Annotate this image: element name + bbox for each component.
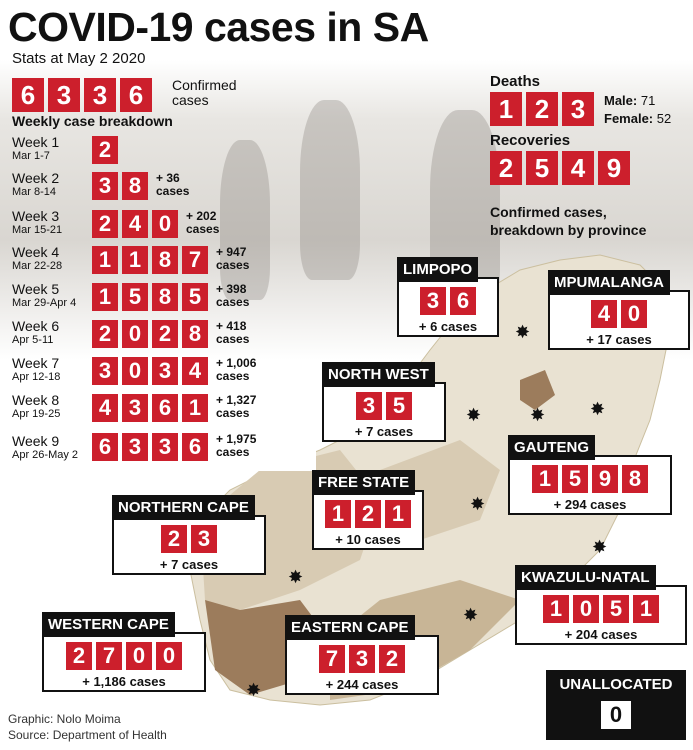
location-star-icon: ✸ — [463, 605, 479, 625]
province-digits — [287, 645, 437, 673]
province-digits — [399, 287, 497, 315]
week-name: Week 5 — [12, 281, 60, 297]
digit: 1 — [92, 246, 118, 274]
week-increase — [216, 283, 249, 309]
week-dates: Mar 8-14 — [12, 186, 57, 198]
province-heading-line: Confirmed cases, — [490, 204, 607, 220]
digit: 2 — [526, 92, 558, 126]
digit: 3 — [48, 78, 80, 112]
week-row — [12, 134, 59, 163]
digit: 1 — [532, 465, 558, 493]
confirmed-digits — [12, 78, 152, 112]
digit: 2 — [490, 151, 522, 185]
digit: 3 — [122, 394, 148, 422]
province-box — [508, 439, 672, 515]
week-dates: Mar 22-28 — [12, 260, 63, 272]
digit: 0 — [122, 357, 148, 385]
digit: 1 — [385, 500, 411, 528]
week-row — [12, 392, 60, 421]
week-increase — [216, 433, 256, 459]
province-box — [548, 274, 690, 350]
deaths-gender — [604, 92, 671, 128]
week-digits — [92, 394, 208, 422]
week-increase — [216, 394, 256, 420]
digit: 6 — [182, 433, 208, 461]
week-increase-value: + 398 — [216, 282, 247, 296]
province-digits — [510, 465, 670, 493]
province-digits — [324, 392, 444, 420]
week-increase-unit: cases — [216, 369, 250, 383]
week-increase-unit: cases — [156, 184, 190, 198]
location-star-icon: ✸ — [515, 322, 531, 342]
week-increase — [186, 210, 219, 236]
digit: 2 — [152, 320, 178, 348]
week-digits — [92, 357, 208, 385]
digit: 6 — [12, 78, 44, 112]
province-box — [112, 499, 266, 575]
digit: 5 — [122, 283, 148, 311]
digit: 3 — [562, 92, 594, 126]
unallocated-label: UNALLOCATED — [559, 676, 673, 693]
week-increase-value: + 1,006 — [216, 356, 257, 370]
week-increase-value: + 418 — [216, 319, 247, 333]
week-name: Week 1 — [12, 134, 60, 150]
week-digits — [92, 172, 148, 200]
digit: 5 — [603, 595, 629, 623]
province-increase: + 17 cases — [586, 332, 652, 347]
province-digits — [550, 300, 688, 328]
week-name: Week 6 — [12, 318, 60, 334]
digit: 8 — [152, 283, 178, 311]
week-increase — [216, 357, 256, 383]
location-star-icon: ✸ — [592, 537, 608, 557]
week-increase-unit: cases — [216, 445, 250, 459]
digit: 1 — [490, 92, 522, 126]
digit: 4 — [122, 210, 148, 238]
female-label: Female: — [604, 111, 654, 126]
digit: 3 — [356, 392, 382, 420]
location-star-icon: ✸ — [470, 494, 486, 514]
digit: 4 — [182, 357, 208, 385]
week-dates: Apr 5-11 — [12, 334, 54, 346]
week-increase-unit: cases — [216, 332, 250, 346]
stats-date: Stats at May 2 2020 — [12, 50, 146, 67]
digit: 7 — [319, 645, 345, 673]
unallocated-value: 0 — [601, 701, 631, 729]
province-digits — [517, 595, 685, 623]
digit: 6 — [120, 78, 152, 112]
province-increase: + 294 cases — [553, 497, 627, 512]
digit: 1 — [122, 246, 148, 274]
digit: 2 — [66, 642, 92, 670]
week-row — [12, 244, 62, 273]
week-row — [12, 170, 59, 199]
location-star-icon: ✸ — [530, 405, 546, 425]
week-row — [12, 355, 60, 384]
digit: 2 — [92, 320, 118, 348]
digit: 3 — [84, 78, 116, 112]
digit: 4 — [92, 394, 118, 422]
week-increase-value: + 36 — [156, 171, 180, 185]
recoveries-digits — [490, 151, 630, 185]
province-increase: + 7 cases — [159, 557, 219, 572]
page-title: COVID-19 cases in SA — [8, 4, 429, 50]
digit: 9 — [592, 465, 618, 493]
week-digits — [92, 136, 118, 164]
week-increase-value: + 1,327 — [216, 393, 257, 407]
digit: 5 — [526, 151, 558, 185]
week-dates: Mar 29-Apr 4 — [12, 297, 77, 309]
digit: 3 — [92, 357, 118, 385]
province-name: WESTERN CAPE — [42, 612, 175, 637]
province-increase: + 204 cases — [564, 627, 638, 642]
digit: 3 — [152, 357, 178, 385]
week-row — [12, 208, 62, 237]
week-increase-unit: cases — [216, 406, 250, 420]
province-heading-line: breakdown by province — [490, 222, 647, 238]
digit: 2 — [92, 136, 118, 164]
digit: 0 — [573, 595, 599, 623]
week-increase-value: + 202 — [186, 209, 217, 223]
weekly-heading: Weekly case breakdown — [12, 113, 173, 129]
province-box — [42, 616, 206, 692]
credit-source: Source: Department of Health — [8, 728, 167, 742]
province-digits — [114, 525, 264, 553]
week-dates: Apr 26-May 2 — [12, 449, 79, 461]
digit: 5 — [182, 283, 208, 311]
week-digits — [92, 320, 208, 348]
confirmed-label-line: Confirmed — [172, 77, 237, 93]
province-box — [312, 474, 424, 550]
confirmed-label — [172, 78, 237, 108]
digit: 4 — [562, 151, 594, 185]
week-name: Week 2 — [12, 170, 60, 186]
digit: 0 — [156, 642, 182, 670]
province-digits — [44, 642, 204, 670]
digit: 8 — [182, 320, 208, 348]
week-row — [12, 318, 59, 347]
week-digits — [92, 433, 208, 461]
digit: 7 — [96, 642, 122, 670]
province-increase: + 244 cases — [325, 677, 399, 692]
week-row — [12, 281, 76, 310]
location-star-icon: ✸ — [466, 405, 482, 425]
digit: 2 — [355, 500, 381, 528]
week-increase — [156, 172, 189, 198]
digit: 1 — [325, 500, 351, 528]
male-value: 71 — [640, 93, 656, 108]
location-star-icon: ✸ — [246, 680, 262, 700]
week-dates: Apr 19-25 — [12, 408, 61, 420]
province-name: LIMPOPO — [397, 257, 478, 282]
week-name: Week 3 — [12, 208, 60, 224]
province-increase: + 10 cases — [335, 532, 401, 547]
week-dates: Mar 15-21 — [12, 224, 63, 236]
digit: 0 — [152, 210, 178, 238]
province-box — [285, 619, 439, 695]
confirmed-label-line: cases — [172, 92, 209, 108]
digit: 3 — [152, 433, 178, 461]
digit: 6 — [92, 433, 118, 461]
digit: 3 — [420, 287, 446, 315]
location-star-icon: ✸ — [288, 567, 304, 587]
province-box — [322, 366, 446, 442]
province-name: GAUTENG — [508, 435, 595, 460]
digit: 1 — [182, 394, 208, 422]
province-increase: + 1,186 cases — [82, 674, 166, 689]
week-name: Week 8 — [12, 392, 60, 408]
digit: 1 — [92, 283, 118, 311]
province-name: MPUMALANGA — [548, 270, 670, 295]
province-name: FREE STATE — [312, 470, 415, 495]
recoveries-label: Recoveries — [490, 132, 571, 149]
male-label: Male: — [604, 93, 638, 108]
digit: 1 — [633, 595, 659, 623]
digit: 2 — [161, 525, 187, 553]
week-increase-unit: cases — [186, 222, 220, 236]
week-increase-value: + 947 — [216, 245, 247, 259]
digit: 8 — [622, 465, 648, 493]
province-name: EASTERN CAPE — [285, 615, 415, 640]
digit: 0 — [122, 320, 148, 348]
digit: 3 — [191, 525, 217, 553]
deaths-label: Deaths — [490, 73, 541, 90]
digit: 8 — [152, 246, 178, 274]
week-digits — [92, 283, 208, 311]
province-name: NORTHERN CAPE — [112, 495, 255, 520]
week-dates: Apr 12-18 — [12, 371, 61, 383]
province-box — [397, 261, 499, 337]
digit: 2 — [92, 210, 118, 238]
unallocated-box — [546, 670, 686, 740]
week-digits — [92, 210, 178, 238]
digit: 3 — [122, 433, 148, 461]
week-dates: Mar 1-7 — [12, 150, 50, 162]
digit: 0 — [126, 642, 152, 670]
digit: 6 — [152, 394, 178, 422]
week-increase — [216, 246, 249, 272]
digit: 9 — [598, 151, 630, 185]
digit: 0 — [621, 300, 647, 328]
province-name: KWAZULU-NATAL — [515, 565, 656, 590]
location-star-icon: ✸ — [590, 399, 606, 419]
digit: 3 — [92, 172, 118, 200]
week-digits — [92, 246, 208, 274]
digit: 2 — [379, 645, 405, 673]
digit: 8 — [122, 172, 148, 200]
credit-graphic: Graphic: Nolo Moima — [8, 712, 121, 726]
province-increase: + 6 cases — [418, 319, 478, 334]
province-digits — [314, 500, 422, 528]
digit: 1 — [543, 595, 569, 623]
week-increase-value: + 1,975 — [216, 432, 257, 446]
week-increase-unit: cases — [216, 258, 250, 272]
week-name: Week 9 — [12, 433, 60, 449]
digit: 7 — [182, 246, 208, 274]
digit: 6 — [450, 287, 476, 315]
female-value: 52 — [656, 111, 672, 126]
province-heading — [490, 203, 646, 239]
province-box — [515, 569, 687, 645]
week-name: Week 4 — [12, 244, 60, 260]
digit: 4 — [591, 300, 617, 328]
digit: 3 — [349, 645, 375, 673]
province-name: NORTH WEST — [322, 362, 435, 387]
digit: 5 — [386, 392, 412, 420]
province-increase: + 7 cases — [354, 424, 414, 439]
week-increase-unit: cases — [216, 295, 250, 309]
deaths-digits — [490, 92, 594, 126]
digit: 5 — [562, 465, 588, 493]
week-name: Week 7 — [12, 355, 60, 371]
week-increase — [216, 320, 249, 346]
